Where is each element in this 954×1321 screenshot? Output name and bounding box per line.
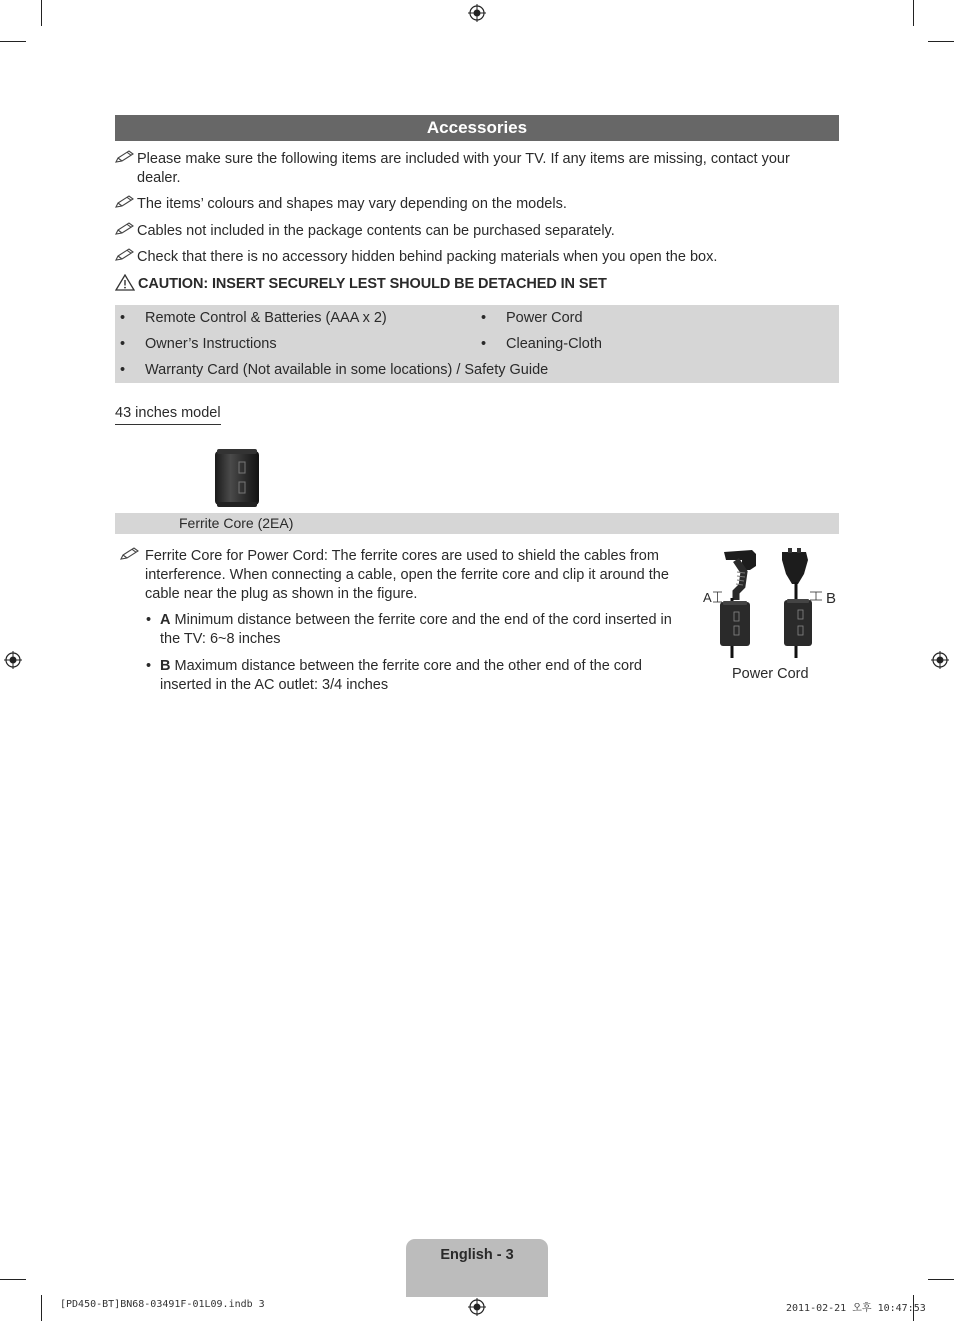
pencil-note-icon	[115, 150, 137, 170]
page-number: English - 3	[440, 1247, 514, 1263]
caution-text: CAUTION: INSERT SECURELY LEST SHOULD BE DETACHED IN SET	[138, 276, 607, 292]
note-item	[115, 150, 815, 188]
caution-line	[115, 274, 607, 292]
ferrite-note-text: Ferrite Core for Power Cord: The ferrite cores are used to shield the cables from interference. When connecting a cable, open the ferrite core and clip it around the cable near the plug as shown in the figure.	[145, 548, 669, 602]
section-title: Accessories	[115, 115, 839, 141]
note-text: Check that there is no accessory hidden behind packing materials when you open the box.	[137, 249, 718, 265]
note-text: Cables not included in the package contents can be purchased separately.	[137, 223, 615, 239]
bullet: •	[481, 336, 487, 352]
note-text: Please make sure the following items are included with your TV. If any items are missing, contact your dealer.	[137, 151, 790, 186]
model-heading: 43 inches model	[115, 405, 221, 425]
pencil-note-icon	[115, 195, 137, 215]
crop-mark	[0, 41, 26, 42]
accessory-label: Remote Control & Batteries (AAA x 2)	[145, 310, 387, 326]
accessory-label: Owner’s Instructions	[145, 336, 277, 352]
label-b: B	[826, 590, 837, 607]
print-slug-file: [PD450-BT]BN68-03491F-01L09.indb 3	[60, 1299, 265, 1310]
bullet: •	[120, 362, 126, 378]
accessory-label: Warranty Card (Not available in some locations) / Safety Guide	[145, 362, 549, 378]
bullet: •	[120, 310, 126, 326]
note-item	[115, 195, 815, 215]
ferrite-core-label: Ferrite Core (2EA)	[179, 515, 294, 531]
pencil-note-icon	[115, 248, 137, 268]
distance-b-text: Maximum distance between the ferrite core and the other end of the cord inserted in the AC outlet: 3/4 inches	[160, 658, 642, 693]
bullet: •	[481, 310, 487, 326]
distance-a-text: Minimum distance between the ferrite core and the end of the cord inserted in the TV: 6~8 inches	[160, 612, 672, 647]
power-cord-caption: Power Cord	[732, 666, 809, 682]
crop-mark	[0, 1279, 26, 1280]
crop-mark	[928, 1279, 954, 1280]
key-b: B	[160, 658, 171, 674]
bullet: •	[120, 336, 126, 352]
pencil-note-icon	[115, 222, 137, 242]
bullet: •	[146, 658, 152, 674]
registration-mark-icon	[468, 1298, 486, 1316]
ferrite-core-image	[213, 448, 261, 508]
crop-mark	[41, 1295, 42, 1321]
registration-mark-icon	[468, 4, 486, 22]
key-a: A	[160, 612, 171, 628]
registration-mark-icon	[4, 651, 22, 669]
crop-mark	[928, 41, 954, 42]
crop-mark	[913, 0, 914, 26]
accessory-label: Cleaning-Cloth	[506, 336, 602, 352]
note-text: The items’ colours and shapes may vary depending on the models.	[137, 196, 567, 212]
label-a: A	[703, 590, 712, 605]
ferrite-note	[120, 547, 690, 607]
crop-mark	[41, 0, 42, 26]
power-cord-image	[712, 546, 830, 658]
accessory-label: Power Cord	[506, 310, 583, 326]
warning-triangle-icon	[115, 274, 135, 291]
note-item	[115, 222, 815, 242]
accessories-list	[115, 305, 839, 383]
print-slug-date: 2011-02-21 오후 10:47:53	[786, 1303, 926, 1314]
bullet: •	[146, 612, 152, 628]
pencil-note-icon	[120, 547, 140, 567]
note-item	[115, 248, 815, 268]
registration-mark-icon	[931, 651, 949, 669]
